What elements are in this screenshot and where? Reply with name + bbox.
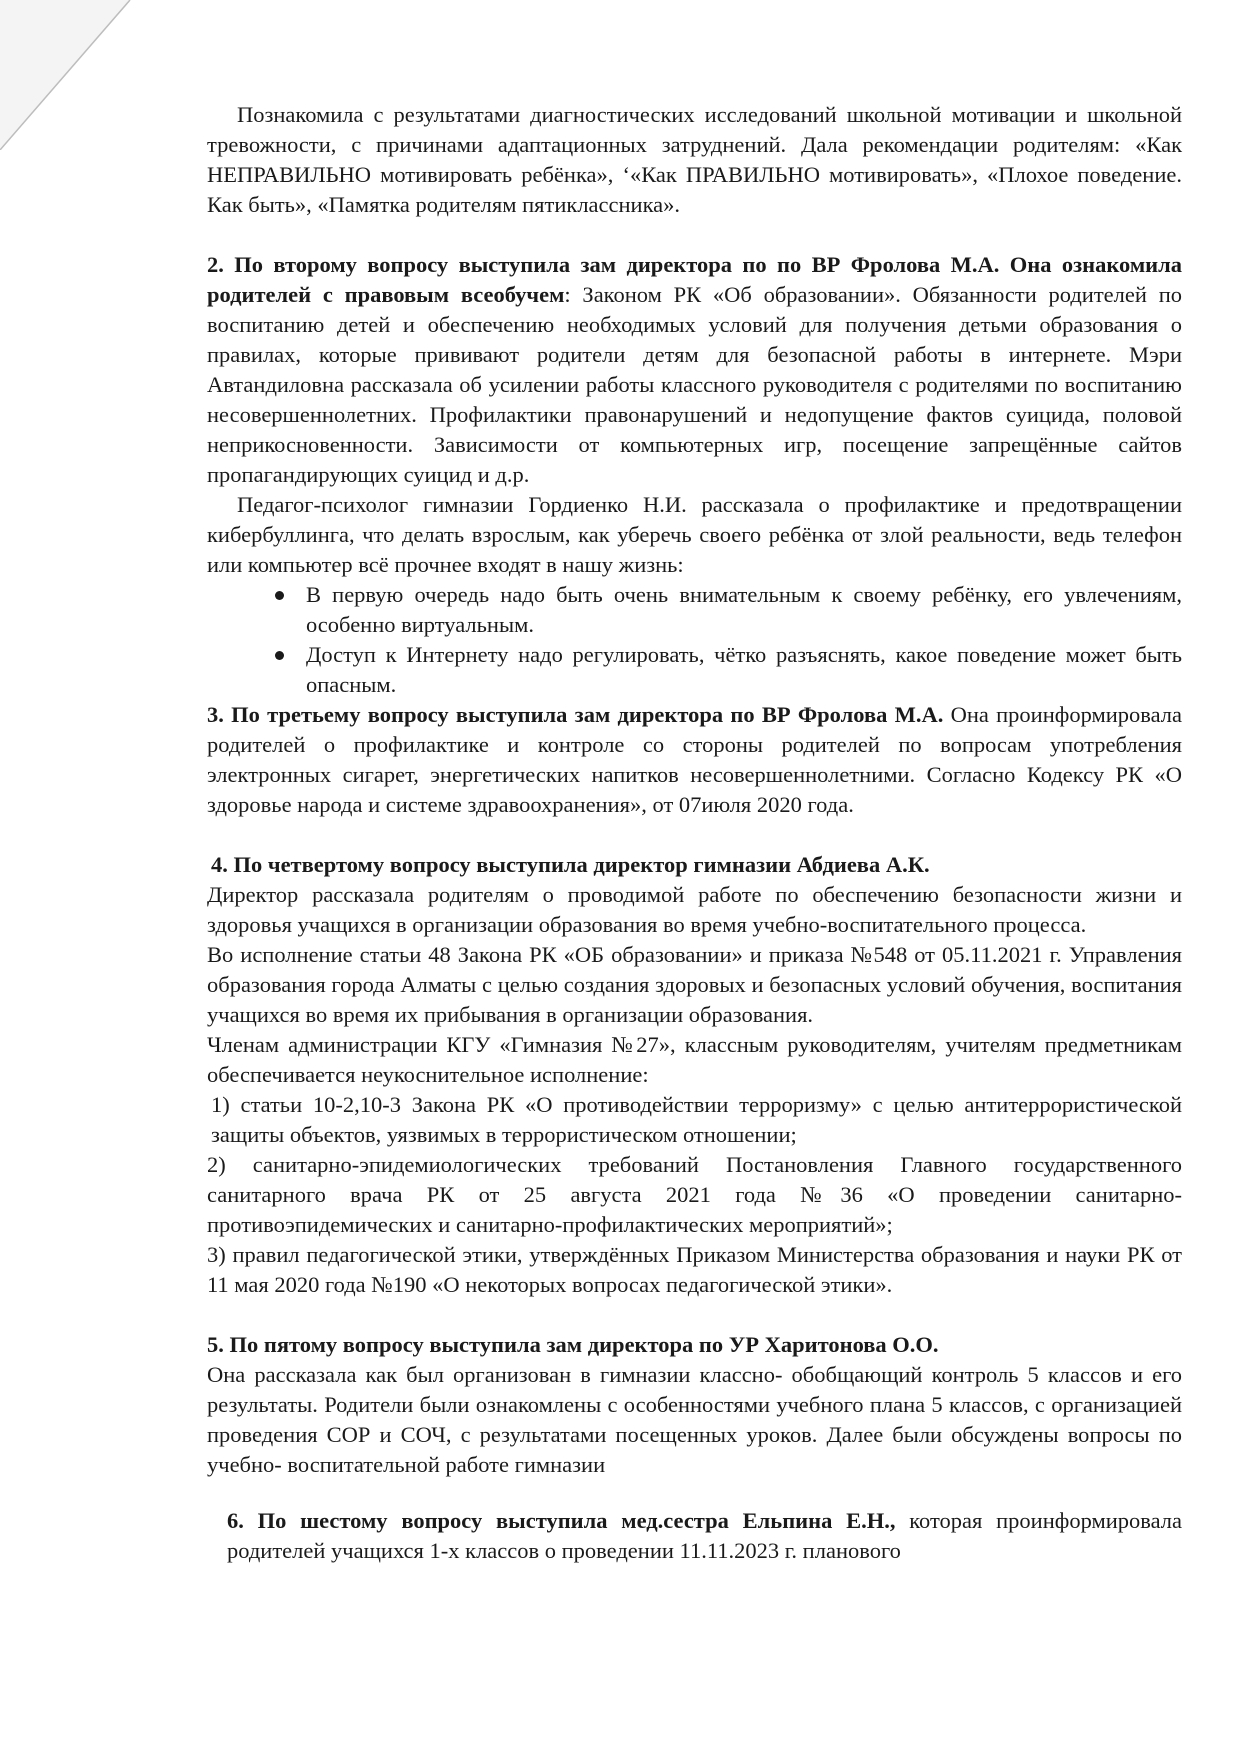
bullet-icon [275,651,284,660]
question-5-paragraph: Она рассказала как был организован в гимназии классно- обобщающий контроль 5 классов и его результаты. Родители были ознакомлены с особенностями учебного плана 5 классов, с организацией проведения СОР и СОЧ, с результатами посещенных уроков. Далее были обсуждены вопросы по учебно- воспитательной работе гимназии [207,1362,1182,1477]
question-2-text: : Законом РК «Об образовании». Обязанности родителей по воспитанию детей и обеспечению необходимых условий для получения детьми образования о правилах, которые прививают родители детям для безопасной работы в интернете. Мэри Автандиловна рассказала об усилении работы классного руководителя с родителями по воспитанию несовершеннолетних. Профилактики правонарушений и недопущение фактов суицида, половой неприкосновенности. Зависимости от компьютерных игр, посещение запрещённые сайтов пропагандирующих суицид и д.р. [207,282,1182,487]
question-2-heading: 2. По второму вопросу выступила зам директора по по ВР Фролова М.А. Она ознакомила родителей с правовым всеобучем [207,252,1182,307]
question-3-paragraph [207,700,1182,820]
question-4-item-3: 3) правил педагогической этики, утверждённых Приказом Министерства образования и науки РК от 11 мая 2020 года №190 «О некоторых вопросах педагогической этики». [207,1242,1182,1297]
list-item: В первую очередь надо быть очень внимательным к своему ребёнку, его увлечениям, особенно виртуальным. [207,580,1182,640]
psychologist-paragraph: Педагог-психолог гимназии Гордиенко Н.И. рассказала о профилактике и предотвращении кибербуллинга, что делать взрослым, как уберечь своего ребёнка от злой реальности, ведь телефон или компьютер всё прочнее входят в нашу жизнь: [207,492,1182,577]
document-page [207,100,1182,1566]
question-6-paragraph [207,1506,1182,1566]
bullet-list [207,580,1182,700]
question-4-item-2: 2) санитарно-эпидемиологических требований Постановления Главного государственного санитарного врача РК от 25 августа 2021 года №36 «О проведении санитарно-противоэпидемических и санитарно-профилактических мероприятий»; [207,1152,1182,1237]
question-2-paragraph [207,250,1182,490]
bullet-icon [275,591,284,600]
question-4-paragraph-1: Директор рассказала родителям о проводимой работе по обеспечению безопасности жизни и здоровья учащихся в организации образования во время учебно-воспитательного процесса. [207,882,1182,937]
question-4-item-1: 1) статьи 10-2,10-3 Закона РК «О противодействии терроризму» с целью антитеррористической защиты объектов, уязвимых в террористическом отношении; [211,1092,1182,1147]
question-6-text: которая проинформировала родителей учащихся 1-х классов о проведении 11.11.2023 г. планового [227,1508,1182,1563]
question-6-heading: 6. По шестому вопросу выступила мед.сестра Ельпина Е.Н., [227,1508,896,1533]
question-5-heading: 5. По пятому вопросу выступила зам директора по УР Харитонова О.О. [207,1332,939,1357]
question-4-paragraph-3: Членам администрации КГУ «Гимназия №27», классным руководителям, учителям предметникам обеспечивается неукоснительное исполнение: [207,1032,1182,1087]
list-item: Доступ к Интернету надо регулировать, чётко разъяснять, какое поведение может быть опасным. [207,640,1182,700]
page-fold-shadow [0,0,150,150]
question-3-text: Она проинформировала родителей о профилактике и контроле со стороны родителей по вопросам употребления электронных сигарет, энергетических напитков несовершеннолетними. Согласно Кодексу РК «О здоровье народа и системе здравоохранения», от 07июля 2020 года. [207,702,1182,817]
question-4-paragraph-2: Во исполнение статьи 48 Закона РК «ОБ образовании» и приказа №548 от 05.11.2021 г. Управления образования города Алматы с целью создания здоровых и безопасных условий обучения, воспитания учащихся во время их прибывания в организации образования. [207,942,1182,1027]
intro-paragraph: Познакомила с результатами диагностических исследований школьной мотивации и школьной тревожности, с причинами адаптационных затруднений. Дала рекомендации родителям: «Как НЕПРАВИЛЬНО мотивировать ребёнка», ‘«Как ПРАВИЛЬНО мотивировать», «Плохое поведение. Как быть», «Памятка родителям пятиклассника». [207,102,1182,217]
question-3-heading: 3. По третьему вопросу выступила зам директора по ВР Фролова М.А. [207,702,944,727]
question-4-heading: 4. По четвертому вопросу выступила директор гимназии Абдиева А.К. [211,852,930,877]
